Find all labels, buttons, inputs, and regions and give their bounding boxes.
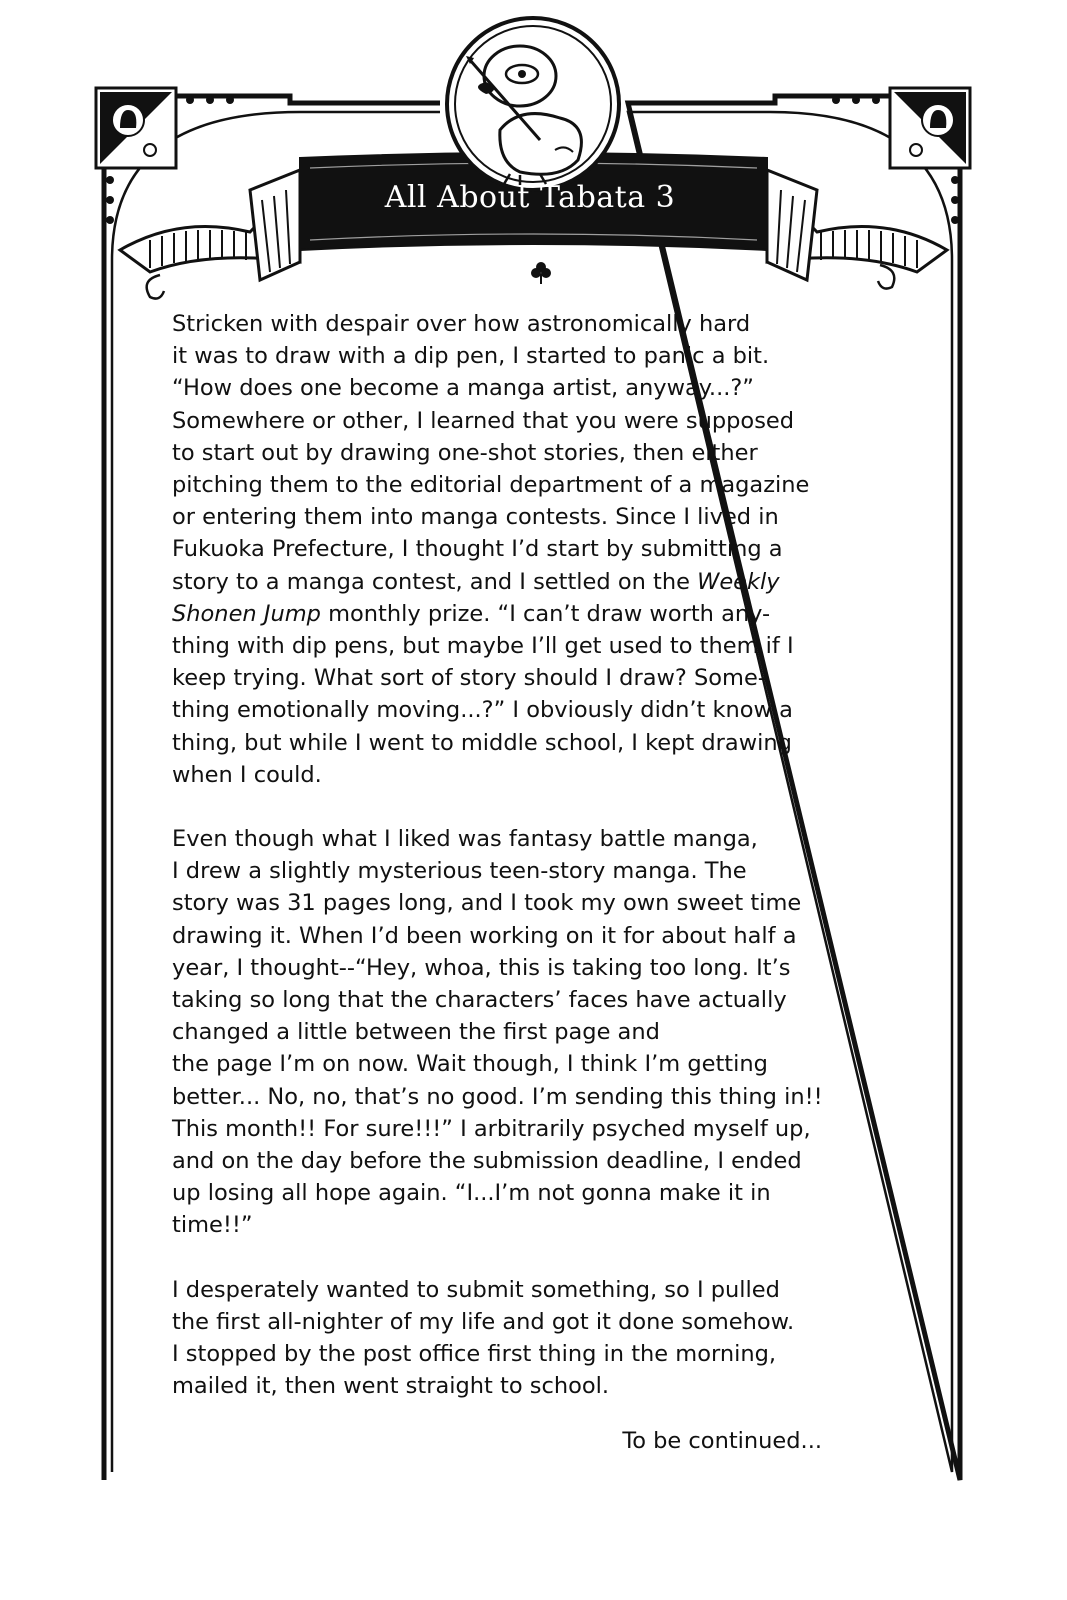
text-line: and on the day before the submission deadline, I ended [172, 1148, 802, 1175]
text-line: or entering them into manga contests. Since I lived in [172, 504, 779, 531]
text-line: thing, but while I went to middle school, I kept drawing [172, 729, 792, 756]
corner-ornament-left [96, 88, 234, 224]
text-line: taking so long that the characters’ faces have actually [172, 987, 787, 1014]
text-line: I desperately wanted to submit something, so I pulled [172, 1276, 780, 1303]
text-line: the first all-nighter of my life and got it done somehow. [172, 1308, 795, 1335]
to-be-continued: To be continued... [622, 1428, 822, 1454]
text-line: I drew a slightly mysterious teen-story manga. The [172, 858, 747, 885]
text-line: up losing all hope again. “I...I’m not gonna make it in [172, 1180, 771, 1207]
text-line: thing with dip pens, but maybe I’ll get used to them if I [172, 633, 794, 660]
text-line: Somewhere or other, I learned that you were supposed [172, 407, 795, 434]
duck-mascot-icon [447, 18, 619, 190]
paragraph-2 [172, 823, 907, 1242]
text-line: story was 31 pages long, and I took my own sweet time [172, 890, 802, 917]
banner-title: All About Tabata 3 [384, 180, 676, 215]
text-segment: story to a manga contest, and I settled on the [172, 568, 698, 595]
text-line: keep trying. What sort of story should I draw? Some- [172, 665, 766, 692]
text-line: year, I thought--“Hey, whoa, this is taking too long. It’s [172, 954, 791, 981]
text-line: I stopped by the post office first thing in the morning, [172, 1341, 777, 1368]
corner-ornament-right [832, 88, 970, 224]
text-line: it was to draw with a dip pen, I started to panic a bit. [172, 343, 770, 370]
text-line: Even though what I liked was fantasy battle manga, [172, 826, 758, 853]
text-line: thing emotionally moving...?” I obviously didn’t know a [172, 697, 793, 724]
text-line: pitching them to the editorial department of a magazine [172, 472, 810, 499]
text-line [172, 598, 907, 630]
text-line: drawing it. When I’d been working on it for about half a [172, 922, 797, 949]
clover-icon [531, 262, 551, 284]
text-line: better... No, no, that’s no good. I’m sending this thing in!! [172, 1083, 823, 1110]
text-line: mailed it, then went straight to school. [172, 1373, 610, 1400]
text-line [172, 566, 907, 598]
text-line: the page I’m on now. Wait though, I think I’m getting [172, 1051, 768, 1078]
magazine-title-part-1: Weekly [697, 568, 780, 595]
article-body [172, 308, 907, 1435]
paragraph-1 [172, 308, 907, 791]
text-line: Stricken with despair over how astronomically hard [172, 311, 751, 337]
magazine-title-part-2: Shonen Jump [172, 600, 321, 627]
paragraph-3 [172, 1274, 907, 1403]
text-line: This month!! For sure!!!” I arbitrarily psyched myself up, [172, 1115, 811, 1142]
text-line: changed a little between the first page and [172, 1019, 660, 1046]
text-line: when I could. [172, 761, 322, 788]
text-segment: monthly prize. “I can’t draw worth any- [320, 600, 771, 627]
text-line: time!!” [172, 1212, 253, 1239]
text-line: Fukuoka Prefecture, I thought I’d start by submitting a [172, 536, 783, 563]
text-line: to start out by drawing one-shot stories, then either [172, 439, 758, 466]
text-line: “How does one become a manga artist, anyway...?” [172, 375, 754, 402]
